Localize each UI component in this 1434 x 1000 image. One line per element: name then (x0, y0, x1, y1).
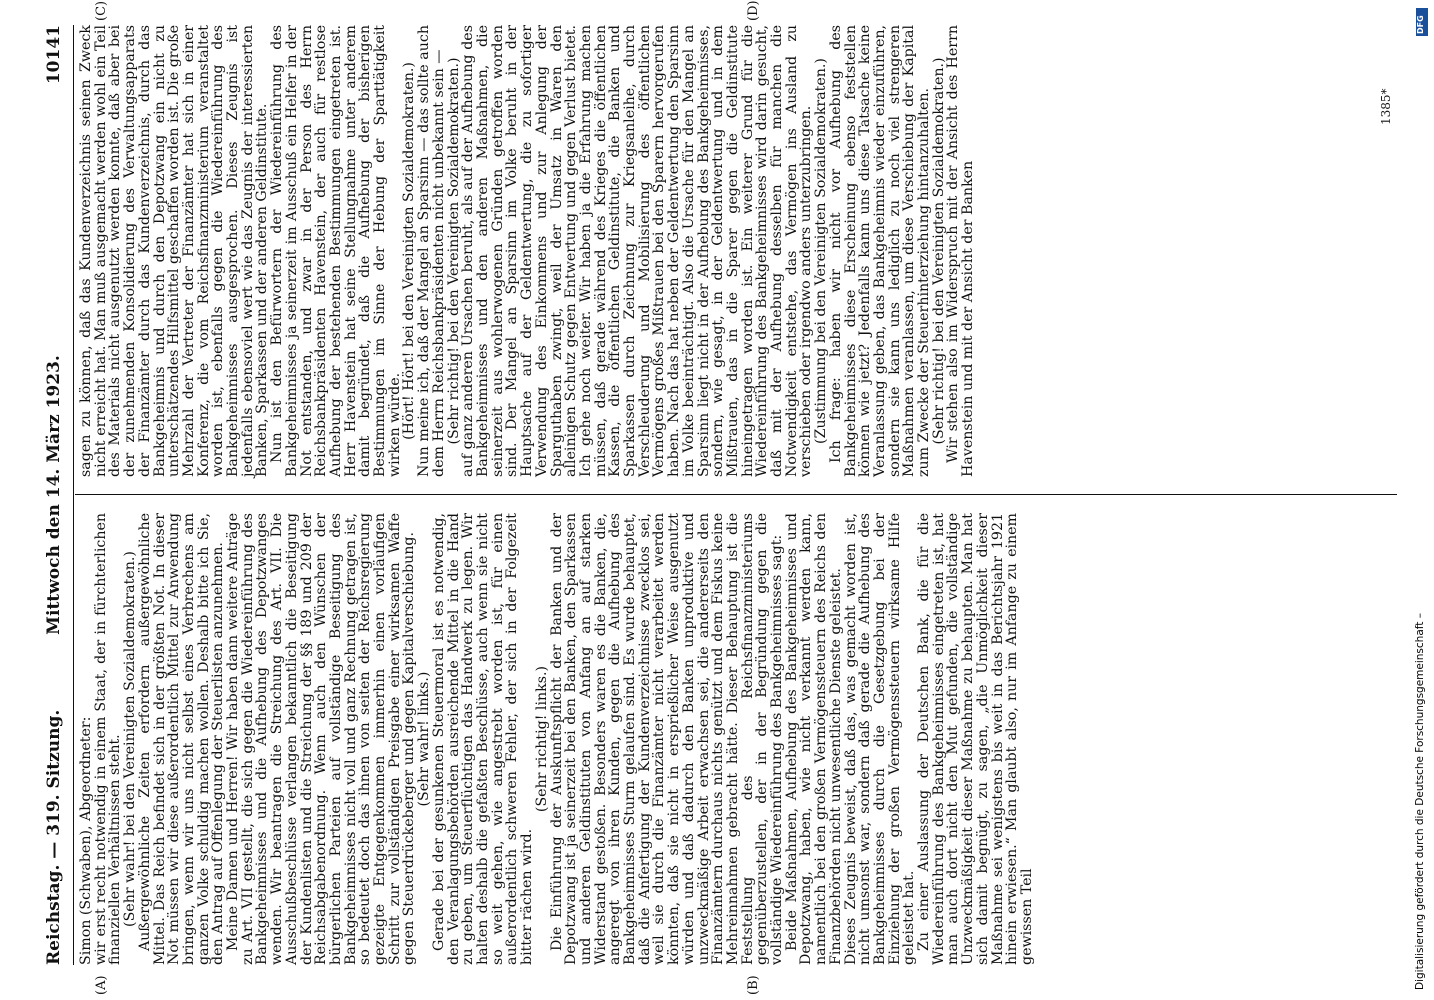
paragraph: Außergewöhnliche Zeiten erfordern außergewöhnliche Mittel. Das Reich befindet sich in der größten Not. In dieser Not müssen wir diese außerordentlich Mittel zur Anwendung bringen, wenn wir uns nicht selbst eines Verbrechens am ganzen Volke schuldig machen wollen. Deshalb bitte ich Sie, den Antrag auf Offenlegung der Steuerlisten anzunehmen. (136, 513, 227, 965)
paragraph: Zu einer Auslassung der Deutschen Bank, die für die Wiedereinführung des Bankgeheimnisses eingetreten ist, hat man auch dort nicht den Mut gefunden, die vollständige Unzweckmäßigkeit dieser Maßnahme zu behaupten. Man hat sich damit begnügt, zu sagen, „die Unmöglichkeit dieser Maßnahme sei wenigstens bis weit in das Berichtsjahr 1921 hinein erwiesen.“ Man glaubt also, nur im Anfange zu einem gewissen Teil (916, 513, 1035, 965)
margin-marker-a: (A) (94, 975, 109, 995)
dfg-logo-text: DFG (1416, 15, 1425, 34)
speaker-line: Simon (Schwaben), Abgeordneter: (78, 716, 94, 965)
paragraph: sagen zu können, daß das Kundenverzeichnis seinen Zweck nicht erreicht hat. Man muß ausgemacht werden wohl ein Teil des Materials nicht ausgenutzt werden konnte, daß aber bei der zunehmenden Konsolidierung des Verwaltungsapparats der Finanzämter durch das Kundenverzeichnis, durch das Bankgeheimnis und durch den Depotzwang ein nicht zu unterschätzendes Hilfsmittel geschaffen worden ist. Die große Mehrzahl der Vertreter der Finanzämter hat sich in einer Konferenz, die vom Reichsfinanzministerium veranstaltet worden ist, ebenfalls gegen die Wiedereinführung des Bankgeheimnisses ausgesprochen. Dieses Zeugnis ist jedenfalls ebensoviel wert wie das Zeugnis der interessierten Banken, Sparkassen und der anderen Geldinstitute. (78, 25, 271, 477)
paragraph: Wir stehen also im Widerspruch mit der Ansicht des Herrn Havenstein und mit der Ansicht der Banken (945, 25, 977, 477)
dfg-logo (1416, 8, 1428, 36)
digitization-note: Digitalisierung gefördert durch die Deutsche Forschungsgemeinschaft – (1414, 613, 1426, 990)
interjection: (Sehr richtig! bei den Vereinigten Sozialdemokraten.) (445, 57, 462, 445)
paragraph: Gerade bei der gesunkenen Steuermoral ist es notwendig, den Veranlagungsbehörden ausreichende Mittel in die Hand zu geben, um Steuerflüchtigen das Handwerk zu legen. Wir halten deshalb die gefaßten Beschlüsse, auch wenn sie nicht so weit gehen, wie angestrebt worden ist, für einen außerordentlich schweren Fehler, der sich in der Folgezeit bitter rächen wird. (430, 513, 536, 965)
paragraph: Meine Damen und Herren! Wir haben dann weitere Anträge zu Art. VII gestellt, die sich gegen die Wiedereinführung des Bankgeheimnisses und die Aufhebung des Depotzwanges wenden. Wir beantragen die Streichung des Art. VII. Die Ausschußbeschlüsse verlangen bekanntlich die Beseitigung der Kundenlisten und die Streichung der §§ 189 und 209 der Reichsabgabenordnung. Wenn auch den Wünschen der bürgerlichen Parteien auf vollständige Beseitigung des Bankgeheimnisses nicht voll und ganz Rechnung getragen ist, so bedeutet doch das ihnen von seiten der Reichsregierung gezeigte Entgegenkommen immerhin einen vorläufigen Schritt zur vollständigen Preisgabe einer wirksamen Waffe gegen Steuerdrückeberger und gegen Kapitalverschiebung. (225, 513, 418, 965)
interjection: (Sehr richtig! bei den Vereinigten Sozialdemokraten.) (930, 57, 947, 445)
header-left: Reichstag. — 319. Sitzung. (44, 709, 64, 965)
rotated-page-content (44, 0, 1397, 995)
running-header (44, 25, 69, 965)
paragraph: Ich frage: haben wir nicht vor Aufhebung des Bankgeheimnisses diese Erscheinung ebenso feststellen können wie jetzt? Jedenfalls kann uns diese Tatsache keine Veranlassung geben, das Bankgeheimnis wieder einzuführen, sondern sie kann uns lediglich zu noch viel strengeren Maßnahmen veranlassen, um diese Verschiebung der Kapital zum Zwecke der Steuerhinterziehung hintanzuhalten. (827, 25, 933, 477)
column-divider (75, 494, 1397, 495)
paragraph: Beide Maßnahmen, Aufhebung des Bankgeheimnisses und Depotzwang, haben, wie nicht verkannt werden kann, namentlich bei den großen Vermögenssteuern des Reichs den Finanzbehörden nicht unwesentliche Dienste geleistet. (783, 513, 844, 965)
column-right (79, 25, 976, 477)
interjection: (Sehr richtig! links.) (533, 665, 550, 813)
margin-marker-d: (D) (746, 0, 761, 21)
margin-marker-b: (B) (746, 975, 761, 995)
column-left (79, 513, 1035, 965)
page-number: 10141 (44, 25, 64, 85)
header-rule (73, 25, 74, 965)
signature-mark: 1385* (1379, 88, 1393, 125)
header-date: Mittwoch den 14. März 1923. (44, 355, 64, 635)
paragraph: wir erst recht notwendig in einem Staat, der in fürchterlichen finanziellen Verhältnissen steht. (92, 513, 124, 965)
interjection: (Sehr wahr! links.) (416, 671, 433, 807)
paragraph: Nun ist den Befürwortern der Wiedereinführung des Bankgeheimnisses ja seinerzeit im Ausschuß ein Helfer in der Not entstanden, und zwar in der Person des Herrn Reichsbankpräsidenten Havenstein, der auch für restlose Aufhebung der bestehenden Bestimmungen eingetreten ist. Herr Havenstein hat seine Stellungnahme unter anderem damit begründet, daß die Aufhebung der bisherigen Bestimmungen im Sinne der Hebung der Sparttätigkeit wirken würde. (269, 25, 403, 477)
interjection: (Sehr wahr! bei den Vereinigten Sozialdemokraten.) (122, 551, 139, 927)
paragraph: Die Einführung der Auskunftspflicht der Banken und der Depotzwang ist ja seinerzeit bei den Banken, den Sparkassen und anderen Geldinstituten von Anfang an auf starken Widerstand gestoßen. Besonders waren es die Banken, die, angeregt von ihren Kunden, gegen die Aufhebung des Bankgeheimnisses Sturm gelaufen sind. Es wurde behauptet, daß die Anfertigung der Kundenverzeichnisse zwecklos sei, weil sie durch die Finanzämter nicht verarbeitet werden könnten, daß sie nicht in ersprießlicher Weise ausgenutzt würden und daß dadurch den Banken unproduktive und unzweckmäßige Arbeit erwachsen sei, die andererseits den Finanzämtern durchaus nichts genützt und dem Fiskus keine Mehreinnahmen gebracht hätte. Dieser Behauptung ist die Feststellung des Reichsfinanzministeriums gegenüberzustellen, der in der Begründung gegen die vollständige Wiedereinführung des Bankgeheimnisses sagt: (548, 513, 786, 965)
paragraph: auf ganz anderen Ursachen beruht, als auf der Aufhebung des Bankgeheimnisses und den anderen Maßnahmen, die seinerzeit aus wohlerwogenen Gründen getroffen worden sind. Der Mangel an Sparsinn im Volke beruht in der Hauptsache auf der Geldentwertung, die zu sofortiger Verwendung des Einkommens und zur Anlegung der Sparguthaben zwingt, weil der Umsatz in Waren den alleinigen Schutz gegen Entwertung und gegen Verlust bietet. Ich gehe noch weiter. Wir haben ja die Erfahrung machen müssen, daß gerade während des Krieges die öffentlichen Kassen, die öffentlichen Geldinstitute, die Banken und Sparkassen durch Zeichnung zur Kriegsanleihe, durch Verschleuderung und Mobilisierung des öffentlichen Vermögens großes Mißtrauen bei den Sparern hervorgerufen haben. Nach das hat neben der Geldentwertung den Sparsinn im Volke beeinträchtigt. Also die Ursache für den Mangel an Sparsinn liegt nicht in der Aufhebung des Bankgeheimnisses, sondern, wie gesagt, in der Geldentwertung und in dem Mißtrauen, das in die Sparer gegen die Geldinstitute hineingetragen worden ist. Ein weiterer Grund für die Wiedereinführung des Bankgeheimnisses wird darin gesucht, daß mit der Aufhebung desselben für manchen die Notwendigkeit entstehe, das Vermögen ins Ausland zu verschieben oder irgendwo anders unterzubringen. (460, 25, 815, 477)
paragraph: Dieses Zeugnis beweist, daß das, was gemacht worden ist, nicht umsonst war, sondern daß gerade die Aufhebung des Bankgeheimnisses durch die Gesetzgebung bei der Einziehung der großen Vermögenssteuern wirksame Hilfe geleistet hat. (842, 513, 918, 965)
interjection: (Zustimmung bei den Vereinigten Sozialdemokraten.) (813, 58, 830, 444)
interjection: (Hört! Hört! bei den Vereinigten Sozialdemokraten.) (401, 62, 418, 440)
paragraph: Nun meine ich, daß der Mangel an Sparsinn — das sollte auch dem Herrn Reichsbankpräsidenten nicht unbekannt sein — (416, 25, 447, 477)
margin-marker-c: (C) (94, 0, 109, 21)
